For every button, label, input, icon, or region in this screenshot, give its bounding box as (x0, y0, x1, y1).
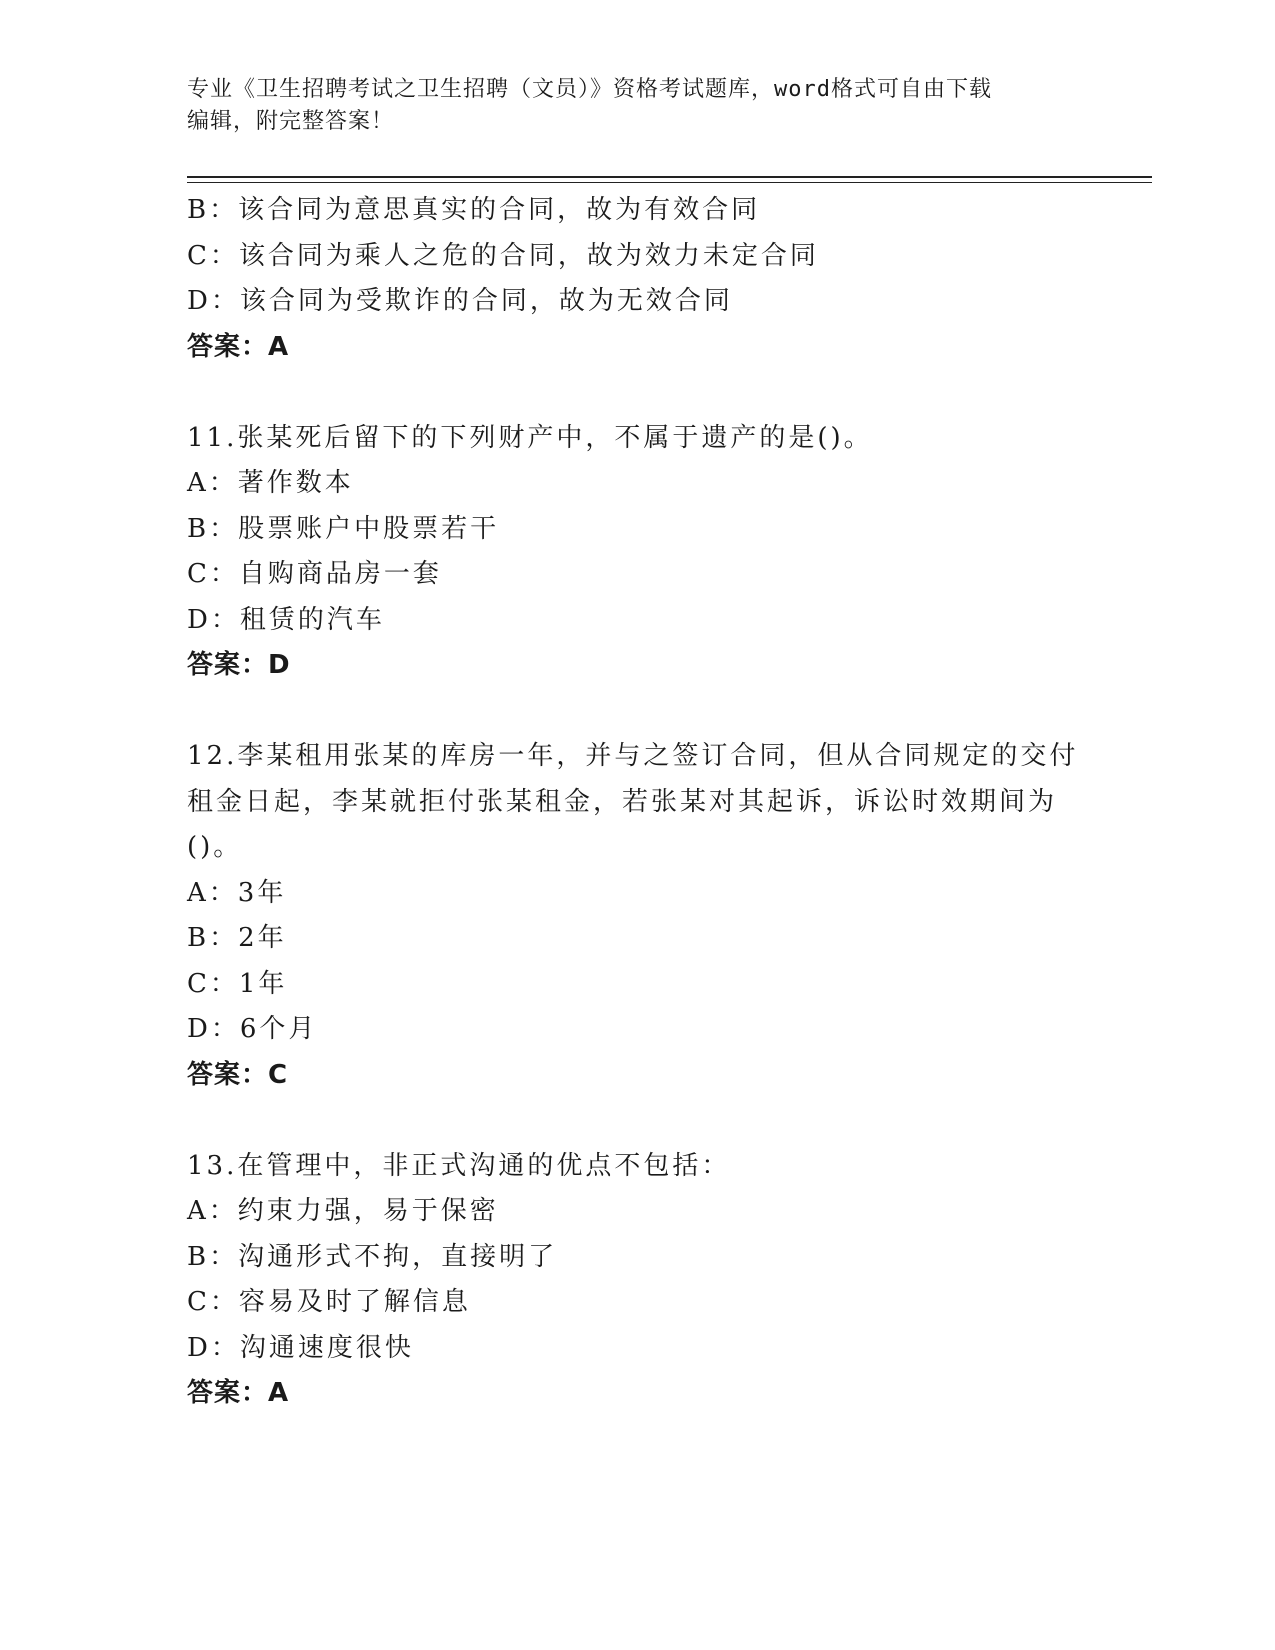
option-line: D：沟通速度很快 (187, 1332, 414, 1363)
spacer (187, 1098, 1087, 1144)
option-line: B：股票账户中股票若干 (187, 513, 500, 544)
header-line-1: 专业《卫生招聘考试之卫生招聘（文员）》资格考试题库，word格式可自由下载 (187, 77, 992, 102)
question-12 (187, 734, 1087, 1098)
option-line: B：2年 (187, 923, 287, 953)
answer-line: 答案：C (187, 1059, 289, 1090)
option-line: D：租赁的汽车 (187, 604, 385, 635)
option-line: C：1年 (187, 968, 288, 999)
question-content (187, 188, 1087, 1417)
option-line: A：著作数本 (187, 468, 354, 498)
question-11 (187, 416, 1087, 689)
header-line-2: 编辑，附完整答案！ (187, 109, 395, 134)
header-divider-thick (187, 176, 1152, 178)
option-line: D：6个月 (187, 1014, 318, 1044)
option-line: A：约束力强，易于保密 (187, 1196, 499, 1226)
question-stem: 11.张某死后留下的下列财产中，不属于遗产的是()。 (187, 422, 873, 453)
question-stem: 租金日起，李某就拒付张某租金，若张某对其起诉，诉讼时效期间为 (187, 786, 1058, 817)
option-line: C：自购商品房一套 (187, 559, 442, 589)
spacer (187, 370, 1087, 416)
option-line: D：该合同为受欺诈的合同，故为无效合同 (187, 286, 733, 316)
option-line: B：该合同为意思真实的合同，故为有效合同 (187, 195, 761, 225)
question-stem: 12.李某租用张某的库房一年，并与之签订合同，但从合同规定的交付 (187, 741, 1079, 771)
answer-line: 答案：D (187, 650, 291, 680)
option-line: A：3年 (187, 877, 287, 908)
option-line: C：该合同为乘人之危的合同，故为效力未定合同 (187, 240, 819, 271)
continued-question (187, 188, 1087, 370)
option-line: B：沟通形式不拘，直接明了 (187, 1241, 558, 1272)
question-13 (187, 1144, 1087, 1417)
document-header (187, 74, 1067, 138)
spacer (187, 689, 1087, 735)
answer-line: 答案：A (187, 1378, 290, 1408)
answer-line: 答案：A (187, 331, 290, 362)
option-line: C：容易及时了解信息 (187, 1287, 471, 1317)
question-stem: 13.在管理中，非正式沟通的优点不包括： (187, 1150, 731, 1181)
header-divider-thin (187, 182, 1152, 183)
question-stem: ()。 (187, 832, 243, 862)
